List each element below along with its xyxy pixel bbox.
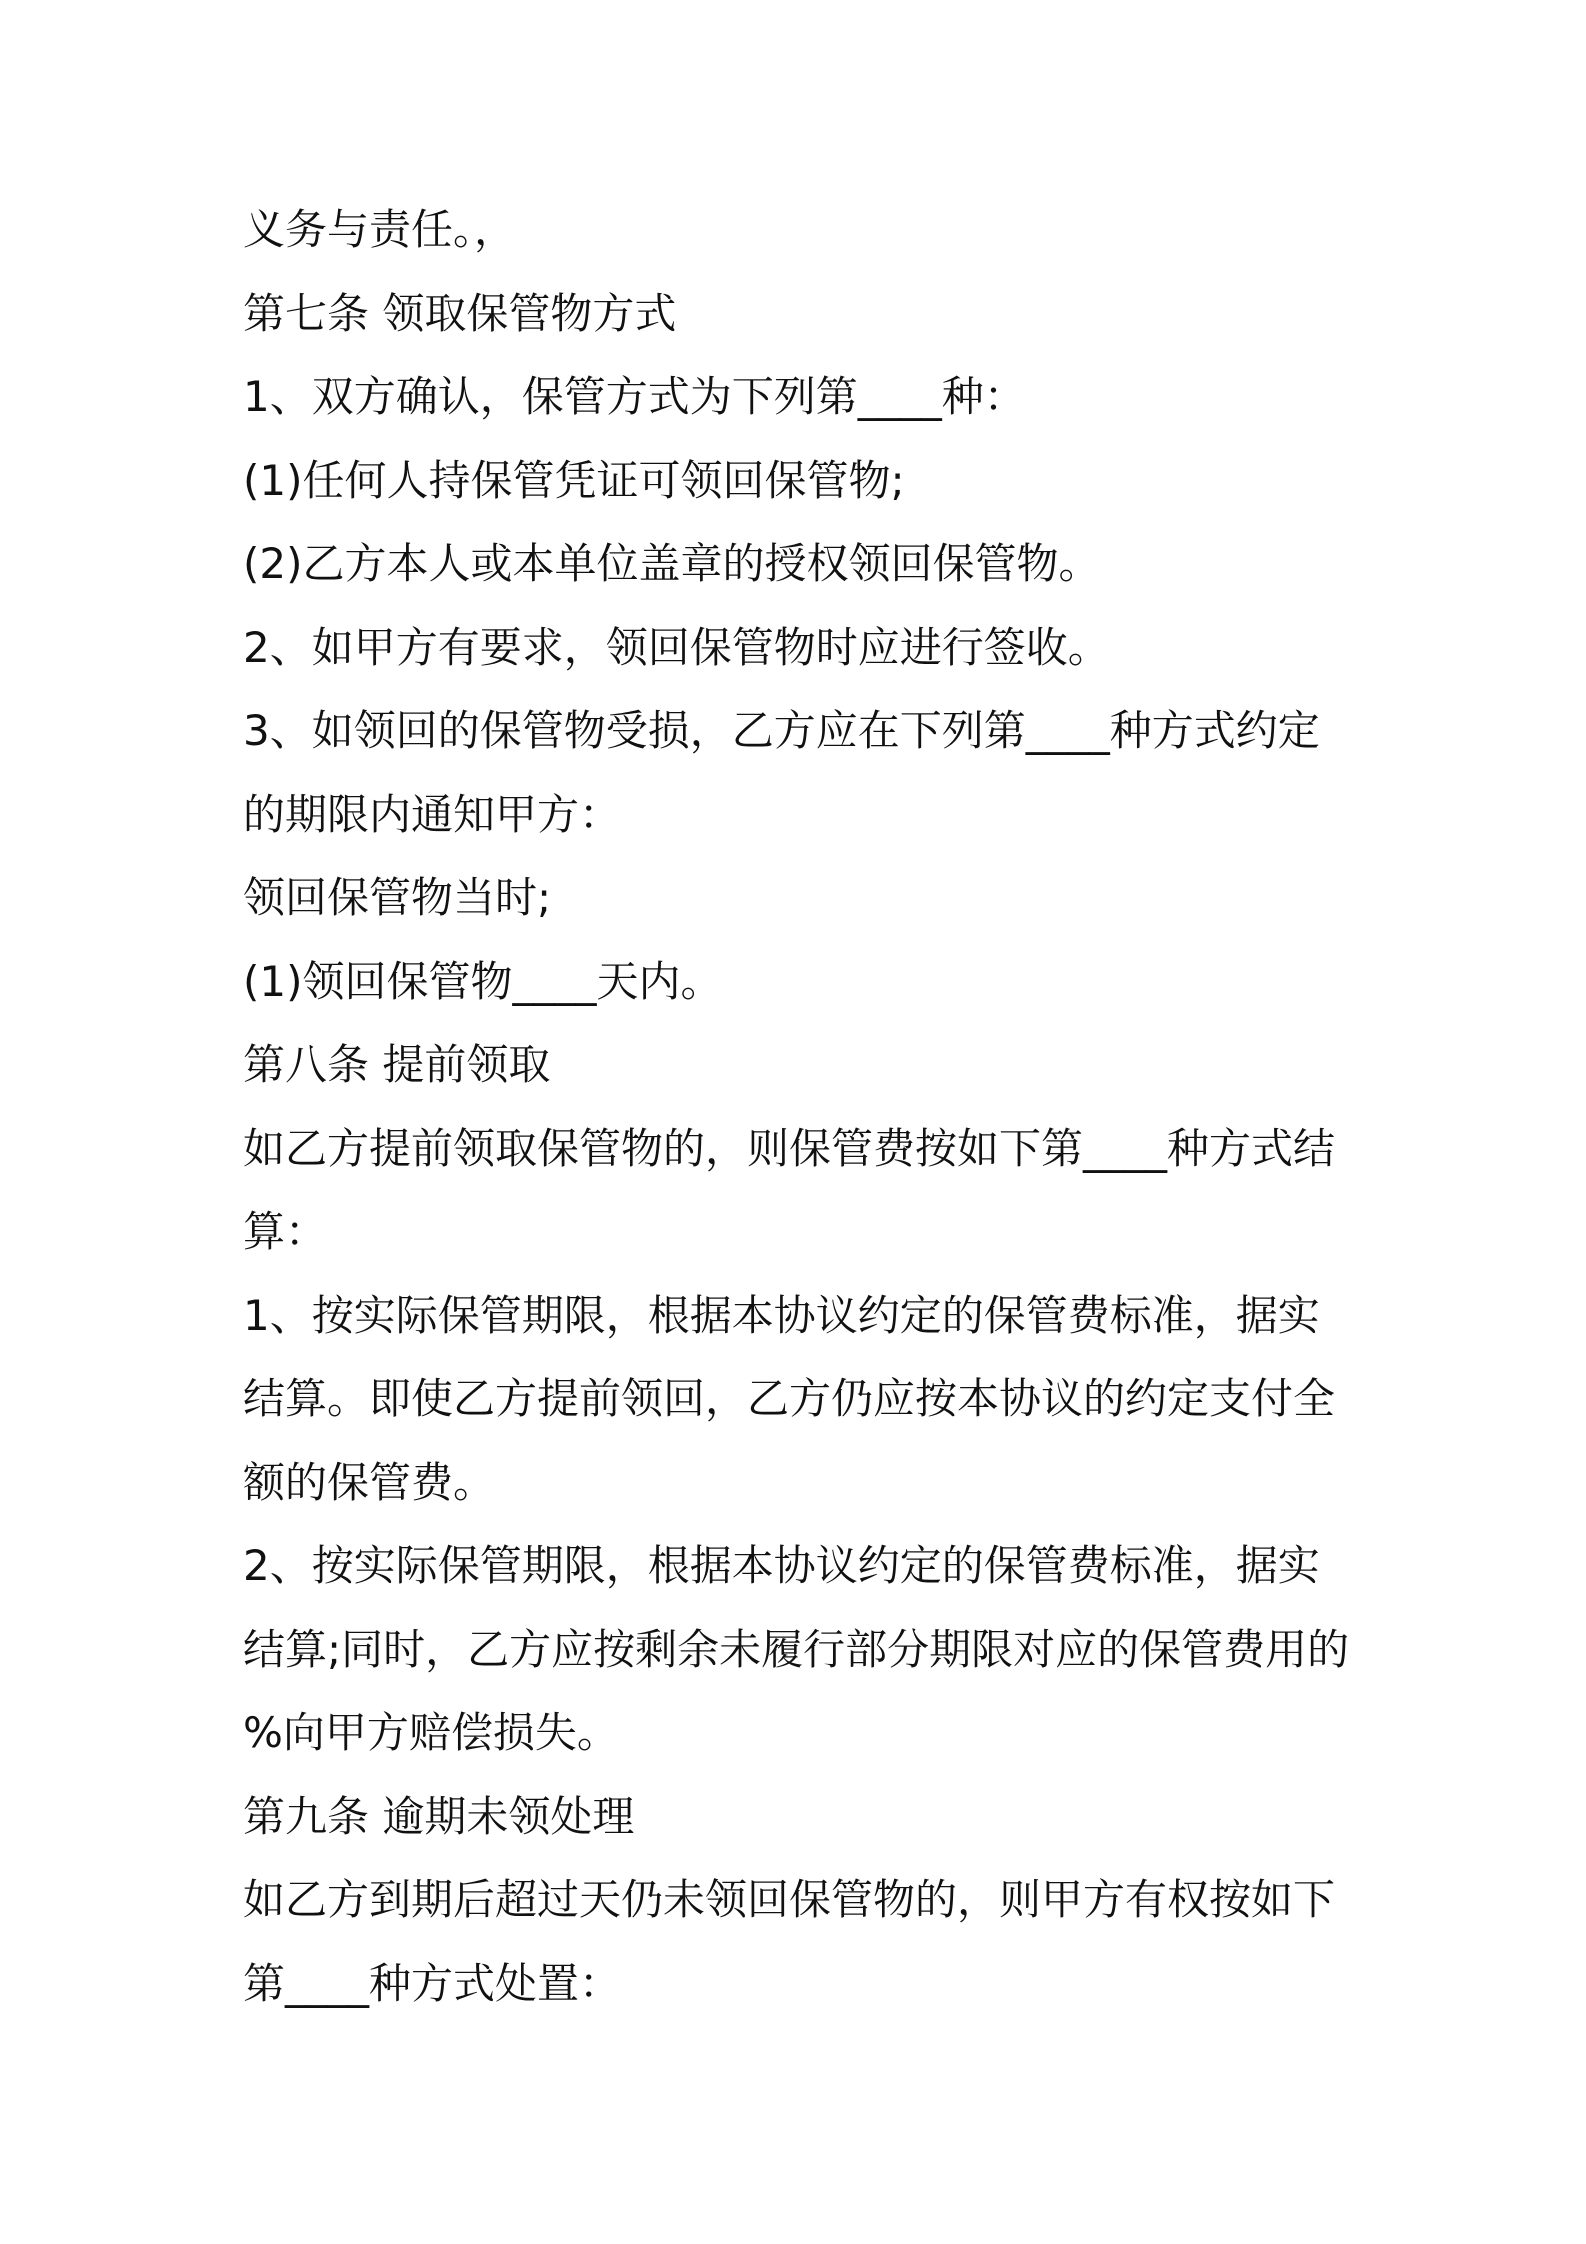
- text-line: 3、如领回的保管物受损，乙方应在下列第____种方式约定: [243, 706, 1320, 755]
- section-heading-article-8: 第八条 提前领取: [243, 1040, 551, 1089]
- text-line: 结算;同时，乙方应按剩余未履行部分期限对应的保管费用的: [243, 1624, 1350, 1674]
- text-line: 2、如甲方有要求，领回保管物时应进行签收。: [243, 622, 1110, 672]
- text-line: 的期限内通知甲方：: [243, 789, 622, 839]
- text-line: 第____种方式处置：: [243, 1958, 622, 2008]
- text-line: (1)任何人持保管凭证可领回保管物;: [243, 455, 905, 505]
- text-line: (1)领回保管物____天内。: [243, 956, 723, 1006]
- text-line: 1、按实际保管期限，根据本协议约定的保管费标准，据实: [243, 1290, 1320, 1340]
- text-line: 领回保管物当时;: [243, 873, 552, 922]
- text-line: 算：: [243, 1207, 328, 1256]
- text-line: %向甲方赔偿损失。: [243, 1708, 619, 1757]
- text-line: 额的保管费。: [243, 1457, 496, 1507]
- text-line: 义务与责任。，: [243, 205, 517, 254]
- text-line: 如乙方到期后超过天仍未领回保管物的，则甲方有权按如下: [243, 1875, 1336, 1924]
- section-heading-article-7: 第七条 领取保管物方式: [243, 288, 677, 338]
- text-line: (2)乙方本人或本单位盖章的授权领回保管物。: [243, 539, 1101, 588]
- text-line: 结算。即使乙方提前领回，乙方仍应按本协议的约定支付全: [243, 1374, 1336, 1423]
- document-body: [243, 188, 1363, 2025]
- text-line: 如乙方提前领取保管物的，则保管费按如下第____种方式结: [243, 1123, 1336, 1173]
- text-line: 1、双方确认，保管方式为下列第____种：: [243, 372, 1026, 421]
- text-line: 2、按实际保管期限，根据本协议约定的保管费标准，据实: [243, 1541, 1320, 1590]
- section-heading-article-9: 第九条 逾期未领处理: [243, 1791, 635, 1841]
